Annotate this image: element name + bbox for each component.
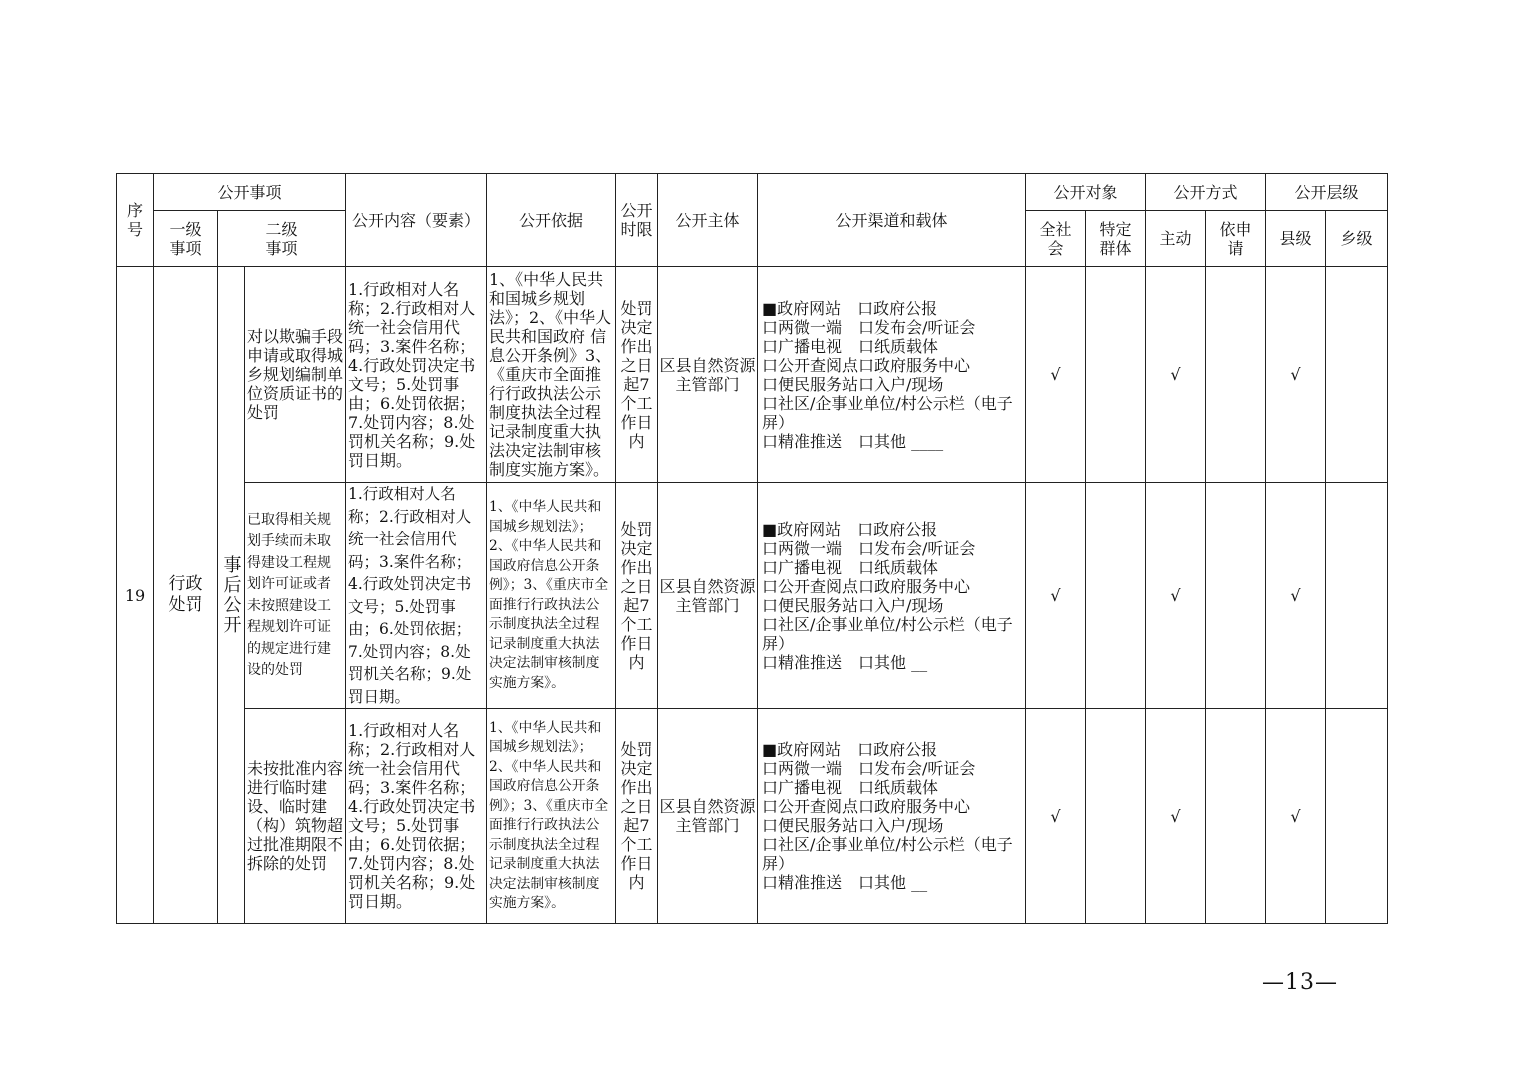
level1-item: 行政处罚 bbox=[154, 267, 218, 924]
header-level2: 二级事项 bbox=[218, 211, 346, 267]
stage-label bbox=[218, 267, 245, 924]
disclosure-basis: 1、《中华人民共和国城乡规划法》；2、《中华人民共和国政府信息公开条例》；3、《重庆市全面推行行政执法公示制度执法全过程记录制度重大执法决定法制审核制度实施方案》。 bbox=[487, 709, 616, 924]
header-content: 公开内容（要素） bbox=[346, 174, 487, 267]
level-town-mark bbox=[1326, 267, 1388, 483]
content-elements: 1.行政相对人名称；2.行政相对人统一社会信用代码；3.案件名称；4.行政处罚决定书文号；5.处罚事由；6.处罚依据；7.处罚内容；8.处罚机关名称；9.处罚日期。 bbox=[346, 709, 487, 924]
disclosure-subject: 区县自然资源主管部门 bbox=[658, 709, 758, 924]
content-elements: 1.行政相对人名称；2.行政相对人统一社会信用代码；3.案件名称；4.行政处罚决定书文号；5.处罚事由；6.处罚依据；7.处罚内容；8.处罚机关名称；9.处罚日期。 bbox=[346, 267, 487, 483]
audience-specific-mark bbox=[1086, 709, 1146, 924]
table-row bbox=[117, 709, 1388, 924]
header-audience: 公开对象 bbox=[1026, 174, 1146, 211]
channel-line: 口便民服务站口入户/现场 bbox=[762, 595, 944, 615]
header-level: 公开层级 bbox=[1266, 174, 1388, 211]
channel-line: 口广播电视 口纸质载体 bbox=[762, 557, 939, 577]
channel-line: ■政府网站 口政府公报 bbox=[762, 519, 938, 539]
table-row bbox=[117, 267, 1388, 483]
method-request-mark bbox=[1206, 267, 1266, 483]
disclosure-table bbox=[116, 173, 1388, 924]
channel-line: 口社区/企事业单位/村公示栏（电子屏） bbox=[762, 393, 1013, 432]
time-limit: 处罚决定作出之日起7个工作日内 bbox=[616, 483, 658, 709]
channel-line: 口公开查阅点口政府服务中心 bbox=[762, 355, 971, 375]
header-public-item: 公开事项 bbox=[154, 174, 346, 211]
time-limit: 处罚决定作出之日起7个工作日内 bbox=[616, 709, 658, 924]
channel-line: 口公开查阅点口政府服务中心 bbox=[762, 576, 971, 596]
channel-line: 口广播电视 口纸质载体 bbox=[762, 336, 939, 356]
level-county-mark: √ bbox=[1266, 483, 1326, 709]
header-basis: 公开依据 bbox=[487, 174, 616, 267]
channel-line: 口社区/企事业单位/村公示栏（电子屏） bbox=[762, 614, 1013, 653]
level-county-mark: √ bbox=[1266, 267, 1326, 483]
channel-line: 口精准推送 口其他 __ bbox=[762, 873, 928, 892]
header-method-request: 依申请 bbox=[1206, 211, 1266, 267]
header-level-county: 县级 bbox=[1266, 211, 1326, 267]
header-subject: 公开主体 bbox=[658, 174, 758, 267]
level-town-mark bbox=[1326, 709, 1388, 924]
audience-all-mark: √ bbox=[1026, 483, 1086, 709]
header-seq: 序号 bbox=[117, 174, 154, 267]
channel-list bbox=[758, 267, 1026, 483]
method-request-mark bbox=[1206, 483, 1266, 709]
channel-line: 口两微一端 口发布会/听证会 bbox=[762, 759, 976, 778]
channel-list bbox=[758, 483, 1026, 709]
channel-line: 口广播电视 口纸质载体 bbox=[762, 778, 939, 797]
stage-text: 事后公开 bbox=[220, 555, 242, 635]
method-request-mark bbox=[1206, 709, 1266, 924]
audience-specific-mark bbox=[1086, 267, 1146, 483]
header-method: 公开方式 bbox=[1146, 174, 1266, 211]
header-time-limit: 公开时限 bbox=[616, 174, 658, 267]
level2-item: 对以欺骗手段申请或取得城乡规划编制单位资质证书的处罚 bbox=[245, 267, 346, 483]
channel-line: 口精准推送 口其他 __ bbox=[762, 652, 928, 672]
header-level-town: 乡级 bbox=[1326, 211, 1388, 267]
method-active-mark: √ bbox=[1146, 267, 1206, 483]
channel-line: 口便民服务站口入户/现场 bbox=[762, 816, 944, 835]
disclosure-subject: 区县自然资源主管部门 bbox=[658, 483, 758, 709]
channel-line: 口社区/企事业单位/村公示栏（电子屏） bbox=[762, 835, 1013, 873]
audience-all-mark: √ bbox=[1026, 267, 1086, 483]
channel-line: 口精准推送 口其他 ____ bbox=[762, 431, 944, 451]
channel-line: 口公开查阅点口政府服务中心 bbox=[762, 797, 971, 816]
channel-line: 口两微一端 口发布会/听证会 bbox=[762, 538, 976, 558]
audience-specific-mark bbox=[1086, 483, 1146, 709]
header-channels: 公开渠道和载体 bbox=[758, 174, 1026, 267]
audience-all-mark: √ bbox=[1026, 709, 1086, 924]
channel-line: ■政府网站 口政府公报 bbox=[762, 298, 938, 318]
seq-number: 19 bbox=[117, 267, 154, 924]
level2-item: 已取得相关规划手续而未取得建设工程规划许可证或者未按照建设工程规划许可证的规定进行建设的处罚 bbox=[245, 483, 346, 709]
page-number: —13— bbox=[1262, 970, 1338, 995]
disclosure-basis: 1、《中华人民共和国城乡规划法》；2、《中华人民共和国政府信息公开条例》；3、《重庆市全面推行行政执法公示制度执法全过程记录制度重大执法决定法制审核制度实施方案》。 bbox=[487, 483, 616, 709]
header-level1: 一级事项 bbox=[154, 211, 218, 267]
header-method-active: 主动 bbox=[1146, 211, 1206, 267]
level-county-mark: √ bbox=[1266, 709, 1326, 924]
header-audience-specific: 特定群体 bbox=[1086, 211, 1146, 267]
channel-line: 口两微一端 口发布会/听证会 bbox=[762, 317, 976, 337]
channel-line: 口便民服务站口入户/现场 bbox=[762, 374, 944, 394]
table-row bbox=[117, 483, 1388, 709]
content-elements: 1.行政相对人名称；2.行政相对人统一社会信用代码；3.案件名称；4.行政处罚决定书文号；5.处罚事由；6.处罚依据；7.处罚内容；8.处罚机关名称；9.处罚日期。 bbox=[346, 483, 487, 709]
disclosure-basis: 1、《中华人民共和国城乡规划法》；2、《中华人民共和国政府 信息公开条例》3、《重庆市全面推行行政执法公示制度执法全过程记录制度重大执法决定法制审核制度实施方案》。 bbox=[487, 267, 616, 483]
level-town-mark bbox=[1326, 483, 1388, 709]
method-active-mark: √ bbox=[1146, 709, 1206, 924]
header-audience-all: 全社会 bbox=[1026, 211, 1086, 267]
disclosure-subject: 区县自然资源主管部门 bbox=[658, 267, 758, 483]
method-active-mark: √ bbox=[1146, 483, 1206, 709]
channel-list bbox=[758, 709, 1026, 924]
level2-item: 未按批准内容进行临时建设、临时建（构）筑物超过批准期限不拆除的处罚 bbox=[245, 709, 346, 924]
channel-line: ■政府网站 口政府公报 bbox=[762, 740, 938, 759]
time-limit: 处罚决定作出之日起7个工作日内 bbox=[616, 267, 658, 483]
